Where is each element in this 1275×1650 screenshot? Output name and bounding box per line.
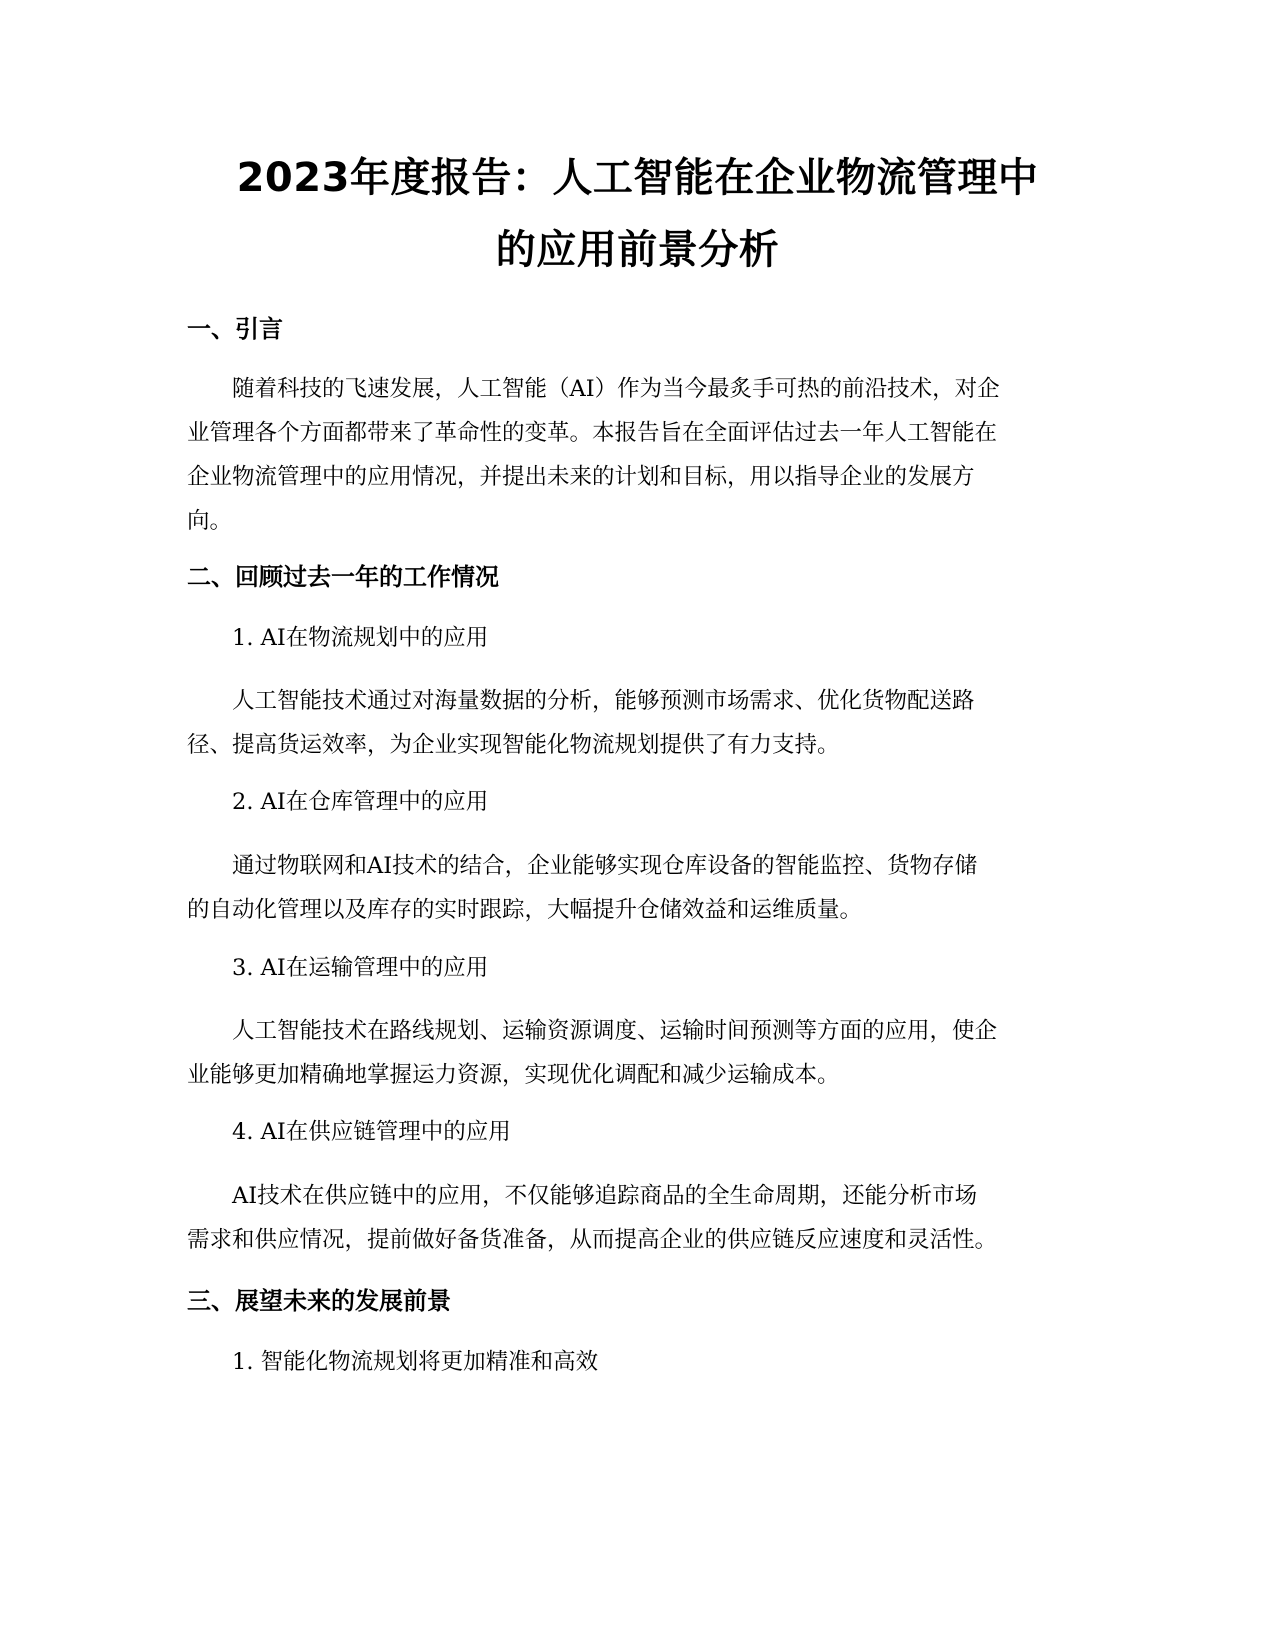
paragraph-line: 业管理各个方面都带来了革命性的变革。本报告旨在全面评估过去一年人工智能在 bbox=[187, 420, 998, 446]
paragraph-line: 通过物联网和AI技术的结合，企业能够实现仓库设备的智能监控、货物存储 bbox=[232, 853, 978, 879]
paragraph-line: 径、提高货运效率，为企业实现智能化物流规划提供了有力支持。 bbox=[187, 732, 840, 758]
paragraph-line: 人工智能技术在路线规划、运输资源调度、运输时间预测等方面的应用，使企 bbox=[232, 1018, 998, 1044]
section-heading-outlook: 三、展望未来的发展前景 bbox=[187, 1287, 451, 1315]
transport-management-paragraph bbox=[187, 1009, 1087, 1097]
title-line-1: 2023年度报告：人工智能在企业物流管理中 bbox=[236, 155, 1039, 201]
document-title bbox=[150, 142, 1125, 286]
subsection-title-supply-chain: 4. AI在供应链管理中的应用 bbox=[232, 1119, 511, 1145]
paragraph-line: 向。 bbox=[187, 508, 233, 534]
paragraph-line: AI技术在供应链中的应用，不仅能够追踪商品的全生命周期，还能分析市场 bbox=[232, 1183, 978, 1209]
title-line-2: 的应用前景分析 bbox=[495, 227, 780, 273]
paragraph-line: 业能够更加精确地掌握运力资源，实现优化调配和减少运输成本。 bbox=[187, 1062, 840, 1088]
paragraph-line: 人工智能技术通过对海量数据的分析，能够预测市场需求、优化货物配送路 bbox=[232, 688, 975, 714]
paragraph-line: 企业物流管理中的应用情况，并提出未来的计划和目标，用以指导企业的发展方 bbox=[187, 464, 975, 490]
section-heading-introduction: 一、引言 bbox=[187, 315, 283, 343]
paragraph-line: 随着科技的飞速发展，人工智能（AI）作为当今最炙手可热的前沿技术，对企 bbox=[232, 376, 1000, 402]
subsection-title-warehouse-management: 2. AI在仓库管理中的应用 bbox=[232, 789, 489, 815]
logistics-planning-paragraph bbox=[187, 679, 1087, 767]
subsection-title-transport-management: 3. AI在运输管理中的应用 bbox=[232, 955, 489, 981]
subsection-title-logistics-planning: 1. AI在物流规划中的应用 bbox=[232, 625, 489, 651]
paragraph-line: 的自动化管理以及库存的实时跟踪，大幅提升仓储效益和运维质量。 bbox=[187, 897, 863, 923]
subsection-title-smart-planning: 1. 智能化物流规划将更加精准和高效 bbox=[232, 1349, 599, 1375]
section-heading-review: 二、回顾过去一年的工作情况 bbox=[187, 563, 499, 591]
paragraph-line: 需求和供应情况，提前做好备货准备，从而提高企业的供应链反应速度和灵活性。 bbox=[187, 1227, 998, 1253]
warehouse-management-paragraph bbox=[187, 844, 1087, 932]
supply-chain-paragraph bbox=[187, 1174, 1087, 1262]
introduction-paragraph bbox=[187, 367, 1087, 543]
